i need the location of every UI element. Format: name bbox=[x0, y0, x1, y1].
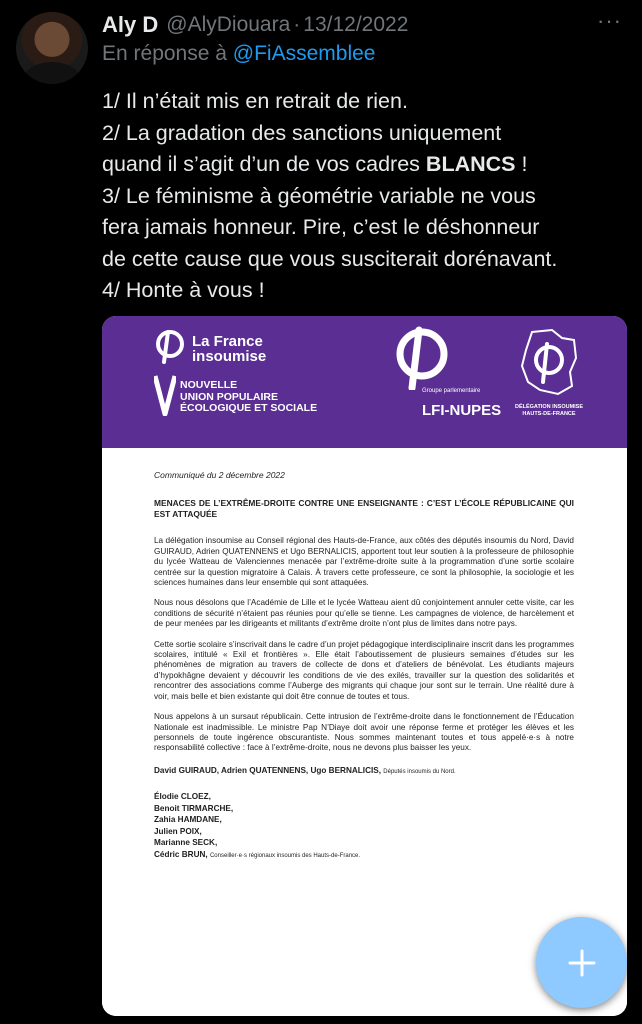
lfi-nupes-group-logo: Groupe parlementaire LFI-NUPES bbox=[386, 326, 496, 426]
v-icon bbox=[154, 374, 176, 416]
communique-paragraph: Nous nous désolons que l’Académie de Lille et le lycée Watteau aient dû conjointement annuler cette visite, car les conditions de sécurité n’étaient pas réunies pour qu’elle se tienne. Les campagnes de violence, de harcèlement et de peur menées par les dirigeants et militants d’extrême droite n’ont plus de limites dans notre pays. bbox=[154, 598, 574, 629]
communique-headline: MENACES DE L’EXTRÊME-DROITE CONTRE UNE ENSEIGNANTE : C’EST L’ÉCOLE RÉPUBLICAINE QUI EST ATTAQUÉE bbox=[154, 498, 574, 520]
communique-paragraph: Nous appelons à un sursaut républicain. Cette intrusion de l’extrême-droite dans le fonctionnement de l’Éducation Nationale est inadmissible. Le ministre Pap N’Diaye doit avoir une réponse ferme et protéger les élèves et les personnels de toute ingérence obscurantiste. Nous sommes maintenant toutes et tous appelé·e·s à notre responsabilité collective : face à l’extrême-droite, nous ne devons plus baisser les yeux. bbox=[154, 712, 574, 753]
reply-prefix: En réponse à bbox=[102, 42, 227, 65]
tweet-line: de cette cause que vous susciterait dorénavant. bbox=[102, 246, 558, 271]
phi-icon bbox=[152, 328, 188, 364]
separator: · bbox=[293, 13, 301, 36]
tweet-line: fera jamais honneur. Pire, c’est le déshonneur bbox=[102, 215, 540, 239]
tweet-line: 2/ La gradation des sanctions uniquement bbox=[102, 120, 502, 145]
tweet-date[interactable]: 13/12/2022 bbox=[303, 13, 409, 36]
tweet-line: 1/ Il n’était mis en retrait de rien. bbox=[102, 89, 408, 113]
tweet-text bbox=[102, 86, 622, 307]
communique-paragraph: La délégation insoumise au Conseil régional des Hauts-de-France, aux côtés des députés insoumis du Nord, David GUIRAUD, Adrien QUATENNENS et Ugo BERNALICIS, apportent tout leur soutien à la professeure de philosophie du lycée Watteau de Valenciennes menacée par l’extrême-droite suite à la programmation d’une sortie scolaire centrée sur la question migratoire à Calais. À travers cette professeure, ce sont la philosophie, la sociologie et les sciences humaines dans leur ensemble qui sont attaquées. bbox=[154, 536, 574, 588]
author-handle[interactable]: @AlyDiouara bbox=[166, 13, 291, 36]
more-options-icon[interactable]: ··· bbox=[597, 8, 622, 33]
phi-icon bbox=[392, 326, 452, 390]
tweet-line: 4/ Honte à vous ! bbox=[102, 278, 265, 302]
document-banner bbox=[102, 316, 627, 448]
delegation-logo: DÉLÉGATION INSOUMISE HAUTS-DE-FRANCE bbox=[514, 328, 584, 428]
tweet-line: quand il s’agit d’un de vos cadres BLANCS ! bbox=[102, 152, 528, 176]
tweet-media-image[interactable] bbox=[102, 316, 627, 1016]
communique-date: Communiqué du 2 décembre 2022 bbox=[154, 470, 285, 480]
signatories-conseil: Élodie CLOEZ, Benoit TIRMARCHE, Zahia HAMDANE, Julien POIX, Marianne SECK, Cédric BRUN, Conseiller·e·s régionaux insoumis des Hauts-de-France. bbox=[154, 792, 361, 859]
author-name[interactable]: Aly D bbox=[102, 12, 159, 37]
lfi-logo: La France insoumise bbox=[152, 328, 188, 369]
signatories-deputes: David GUIRAUD, Adrien QUATENNENS, Ugo BERNALICIS, Députés insoumis du Nord. bbox=[154, 765, 456, 775]
communique-paragraph: Cette sortie scolaire s’inscrivait dans le cadre d’un projet pédagogique interdisciplinaire inscrit dans les programmes scolaires, intitulé « Exil et frontières ». Elle était l’aboutissement de plusieurs semaines d’études sur les phénomènes de migration au travers de collecte de dons et d’ateliers de bénévolat. Les étudiants majeurs d’hypokhâgne devaient y découvrir les conditions de vie des exilés, travailler sur la question des solidarités et rencontrer des associations comme l’Auberge des migrants qui chaque jour sont sur le terrain. Une réalité dure à voir, mais belle et bien existante qui doit être connue de toutes et tous. bbox=[154, 639, 574, 701]
tweet-header bbox=[102, 8, 622, 42]
compose-button[interactable] bbox=[536, 917, 627, 1008]
emphasis: BLANCS bbox=[425, 152, 516, 176]
region-map-icon bbox=[518, 328, 580, 398]
avatar[interactable] bbox=[16, 12, 88, 84]
reply-mention[interactable]: @FiAssemblee bbox=[232, 42, 376, 65]
plus-icon bbox=[567, 948, 597, 978]
tweet-line: 3/ Le féminisme à géométrie variable ne vous bbox=[102, 183, 536, 208]
nupes-logo: NOUVELLE UNION POPULAIRE ÉCOLOGIQUE ET SOCIALE bbox=[154, 374, 176, 421]
reply-context bbox=[102, 42, 375, 66]
